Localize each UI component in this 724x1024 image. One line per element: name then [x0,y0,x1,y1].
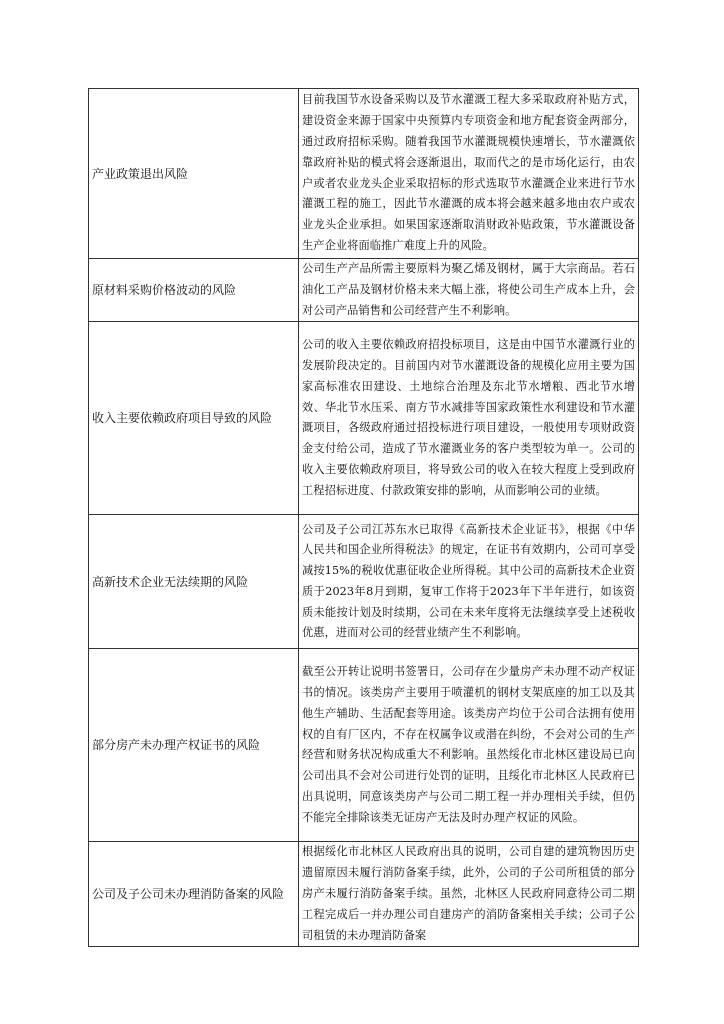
risk-name-cell: 收入主要依赖政府项目导致的风险 [89,322,299,515]
risk-description-cell: 目前我国节水设备采购以及节水灌溉工程大多采取政府补贴方式，建设资金来源于国家中央预算内专项资金和地方配套资金两部分，通过政府招标采购。随着我国节水灌溉规模快速增长，节水灌溉依靠政府补贴的模式将会逐渐退出，取而代之的是市场化运行，由农户或者农业龙头企业采取招标的形式选取节水灌溉企业来进行节水灌溉工程的施工，因此节水灌溉的成本将会越来越多地由农户或农业龙头企业承担。如果国家逐渐取消财政补贴政策，节水灌溉设备生产企业将面临推广难度上升的风险。 [299,89,639,259]
table-row [89,322,639,515]
risk-name-cell: 产业政策退出风险 [89,89,299,259]
risk-name-cell: 高新技术企业无法续期的风险 [89,515,299,649]
risk-name-cell: 原材料采购价格波动的风险 [89,259,299,322]
table-row [89,259,639,322]
risk-name-cell: 公司及子公司未办理消防备案的风险 [89,842,299,947]
table-row [89,89,639,259]
risk-factor-table [88,88,639,947]
table-row [89,649,639,842]
risk-description-cell: 公司及子公司江苏东水已取得《高新技术企业证书》，根据《中华人民共和国企业所得税法》的规定，在证书有效期内，公司可享受减按15%的税收优惠征收企业所得税。其中公司的高新技术企业资质于2023年8月到期，复审工作将于2023年下半年进行，如该资质未能按计划及时续期，公司在未来年度将无法继续享受上述税收优惠，进而对公司的经营业绩产生不利影响。 [299,515,639,649]
risk-description-cell: 公司生产产品所需主要原料为聚乙烯及钢材，属于大宗商品。若石油化工产品及钢材价格未来大幅上涨，将使公司生产成本上升，会对公司产品销售和公司经营产生不利影响。 [299,259,639,322]
risk-description-cell: 公司的收入主要依赖政府招投标项目，这是由中国节水灌溉行业的发展阶段决定的。目前国内对节水灌溉设备的规模化应用主要为国家高标准农田建设、土地综合治理及东北节水增粮、西北节水增效、华北节水压采、南方节水减排等国家政策性水利建设和节水灌溉项目，各级政府通过招投标进行项目建设，一般使用专项财政资金支付给公司，造成了节水灌溉业务的客户类型较为单一。公司的收入主要依赖政府项目，将导致公司的收入在较大程度上受到政府工程招标进度、付款政策安排的影响，从而影响公司的业绩。 [299,322,639,515]
risk-description-cell: 根据绥化市北林区人民政府出具的说明，公司自建的建筑物因历史遗留原因未履行消防备案手续，此外，公司的子公司所租赁的部分房产未履行消防备案手续。虽然，北林区人民政府同意待公司二期工程完成后一并办理公司自建房产的消防备案相关手续；公司子公司租赁的未办理消防备案 [299,842,639,947]
risk-name-cell: 部分房产未办理产权证书的风险 [89,649,299,842]
table-row [89,515,639,649]
table-row [89,842,639,947]
risk-description-cell: 截至公开转让说明书签署日，公司存在少量房产未办理不动产权证书的情况。该类房产主要用于喷灌机的钢材支架底座的加工以及其他生产辅助、生活配套等用途。该类房产均位于公司合法拥有使用权的自有厂区内，不存在权属争议或潜在纠纷，不会对公司的生产经营和财务状况构成重大不利影响。虽然绥化市北林区建设局已向公司出具不会对公司进行处罚的证明，且绥化市北林区人民政府已出具说明，同意该类房产与公司二期工程一并办理相关手续，但仍不能完全排除该类无证房产无法及时办理产权证的风险。 [299,649,639,842]
